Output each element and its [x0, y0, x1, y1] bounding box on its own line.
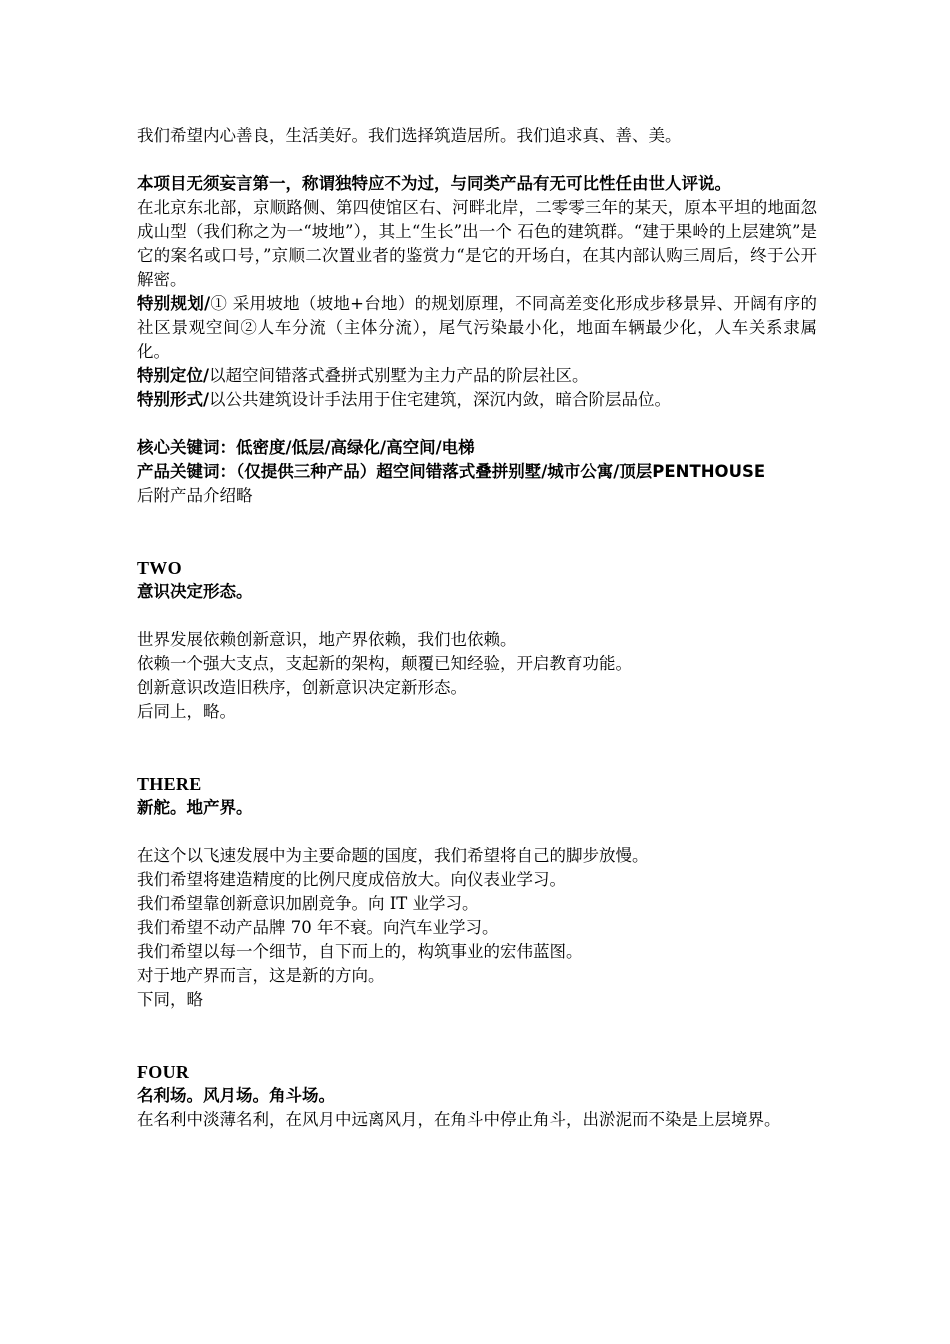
- product-keywords: 产品关键词：（仅提供三种产品）超空间错落式叠拼别墅/城市公寓/顶层PENTHOUSE: [137, 462, 766, 481]
- section4-number: FOUR: [137, 1062, 190, 1082]
- appendix-note: 后附产品介绍略: [137, 486, 253, 505]
- section2-line: 后同上，略。: [137, 702, 236, 721]
- section4-body: 在名利中淡薄名利，在风月中远离风月，在角斗中停止角斗，出淤泥而不染是上层境界。: [137, 1110, 781, 1129]
- form-label: 特别形式/: [137, 390, 210, 409]
- section2-title: 意识决定形态。: [137, 582, 253, 601]
- section4-title: 名利场。风月场。角斗场。: [137, 1086, 335, 1105]
- section3-title: 新舵。地产界。: [137, 798, 253, 817]
- form-paragraph: [137, 388, 817, 412]
- section2-number: TWO: [137, 558, 182, 578]
- section2-line: 创新意识改造旧秩序，创新意识决定新形态。: [137, 678, 467, 697]
- position-label: 特别定位/: [137, 366, 210, 385]
- section3-line: 我们希望靠创新意识加剧竞争。向 IT 业学习。: [137, 894, 479, 913]
- section3-line: 我们希望以每一个细节，自下而上的，构筑事业的宏伟蓝图。: [137, 942, 583, 961]
- planning-label: 特别规划/: [137, 294, 211, 313]
- section1-lead: 本项目无须妄言第一，称谓独特应不为过，与同类产品有无可比性任由世人评说。: [137, 174, 731, 193]
- section3-line: 对于地产界而言，这是新的方向。: [137, 966, 385, 985]
- section2-line: 依赖一个强大支点，支起新的架构，颠覆已知经验，开启教育功能。: [137, 654, 632, 673]
- core-keywords: 核心关键词：低密度/低层/高绿化/高空间/电梯: [137, 438, 475, 457]
- position-paragraph: [137, 364, 817, 388]
- position-text: 以超空间错落式叠拼式别墅为主力产品的阶层社区。: [209, 366, 589, 385]
- section3-number: THERE: [137, 774, 202, 794]
- form-text: 以公共建筑设计手法用于住宅建筑，深沉内敛，暗合阶层品位。: [209, 390, 672, 409]
- section3-line: 我们希望不动产品牌 70 年不衰。向汽车业学习。: [137, 918, 499, 937]
- section3-line: 我们希望将建造精度的比例尺度成倍放大。向仪表业学习。: [137, 870, 566, 889]
- section1-body: 在北京东北部，京顺路侧、第四使馆区右、河畔北岸，二零零三年的某天，原本平坦的地面忽成山型（我们称之为一“坡地”），其上“生长”出一个 石色的建筑群。“建于果岭的上层建筑”是它的案名或口号，”京顺二次置业者的鉴赏力“是它的开场白，在其内部认购三周后，终于公开解密。: [137, 198, 817, 289]
- planning-text: ① 采用坡地（坡地+台地）的规划原理，不同高差变化形成步移景异、开阔有序的社区景观空间②人车分流（主体分流），尾气污染最小化，地面车辆最少化，人车关系隶属化。: [137, 294, 817, 361]
- section2-line: 世界发展依赖创新意识，地产界依赖，我们也依赖。: [137, 630, 517, 649]
- intro-line: 我们希望内心善良，生活美好。我们选择筑造居所。我们追求真、善、美。: [137, 126, 682, 145]
- section3-line: 下同，略: [137, 990, 203, 1009]
- planning-paragraph: [137, 292, 817, 364]
- document-page: [137, 124, 817, 1132]
- section3-line: 在这个以飞速发展中为主要命题的国度，我们希望将自己的脚步放慢。: [137, 846, 649, 865]
